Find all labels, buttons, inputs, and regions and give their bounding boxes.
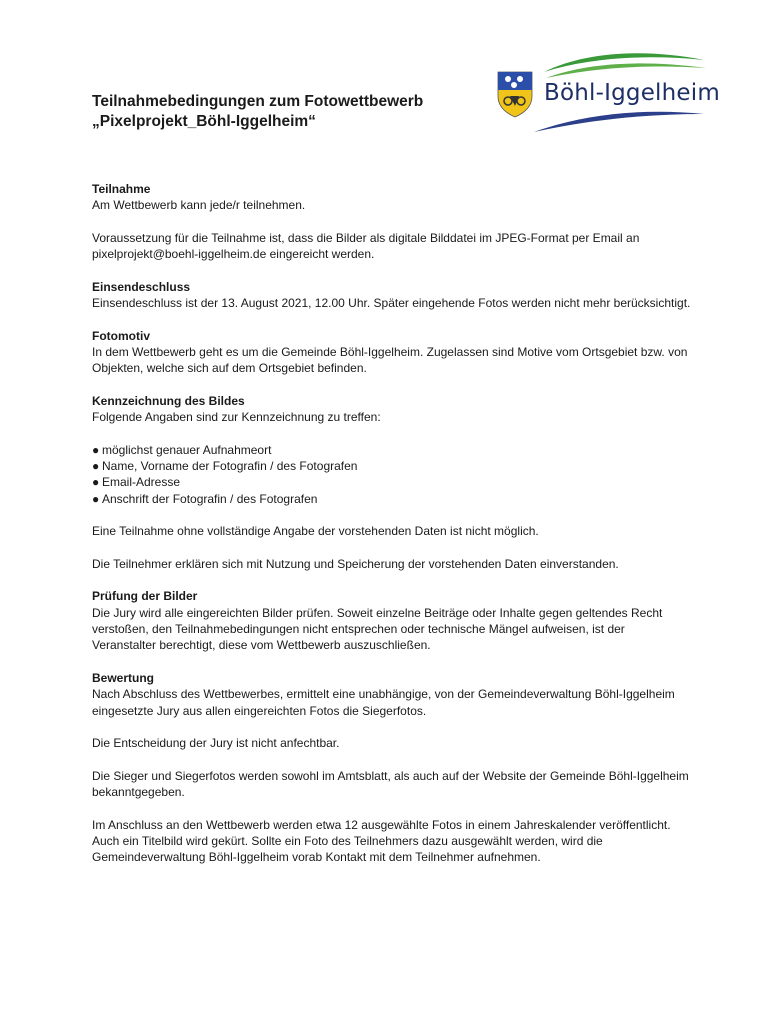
- section-einsendeschluss: [92, 279, 692, 312]
- list-item: [92, 491, 692, 507]
- section-heading: Prüfung der Bilder: [92, 589, 198, 604]
- list-item-text: möglichst genauer Aufnahmeort: [102, 442, 272, 457]
- paragraph: Einsendeschluss ist der 13. August 2021, 12.00 Uhr. Später eingehende Fotos werden nicht mehr berücksichtigt.: [92, 296, 691, 311]
- list-item: [92, 458, 692, 474]
- requirements-list: [92, 442, 692, 507]
- paragraph: Nach Abschluss des Wettbewerbes, ermittelt eine unabhängige, von der Gemeindeverwaltung Böhl-Iggelheim eingesetzte Jury aus allen eingereichten Fotos die Siegerfotos.: [92, 687, 675, 718]
- title-line-1: Teilnahmebedingungen zum Fotowettbewerb: [92, 93, 424, 110]
- list-item-text: Anschrift der Fotografin / des Fotografen: [102, 491, 318, 506]
- paragraph: Die Teilnehmer erklären sich mit Nutzung und Speicherung der vorstehenden Daten einverstanden.: [92, 556, 619, 571]
- section-heading: Kennzeichnung des Bildes: [92, 393, 245, 408]
- section-teilnahme: [92, 181, 692, 214]
- paragraph: Die Sieger und Siegerfotos werden sowohl im Amtsblatt, als auch auf der Website der Gemeinde Böhl-Iggelheim bekanntgegeben.: [92, 768, 689, 799]
- bullet-icon: ●: [92, 442, 100, 457]
- bullet-icon: ●: [92, 459, 100, 474]
- section-kennzeichnung: [92, 393, 692, 426]
- section-heading: Teilnahme: [92, 182, 151, 196]
- paragraph: In dem Wettbewerb geht es um die Gemeinde Böhl-Iggelheim. Zugelassen sind Motive vom Ortsgebiet bzw. von Objekten, welche sich auf dem Ortsgebiet befinden.: [92, 344, 688, 376]
- coat-of-arms-icon: [498, 72, 532, 117]
- paragraph: Eine Teilnahme ohne vollständige Angabe der vorstehenden Daten ist nicht möglich.: [92, 524, 539, 539]
- title-line-2: „Pixelprojekt_Böhl-Iggelheim“: [92, 113, 316, 130]
- section-heading: Einsendeschluss: [92, 279, 191, 294]
- paragraph: Die Jury wird alle eingereichten Bilder prüfen. Soweit einzelne Beiträge oder Inhalte gegen geltendes Recht verstoßen, den Teilnahmebedingungen nicht entsprechen oder technische Mängel aufweisen, ist der Veranstalter berechtigt, diese vom Wettbewerb auszuschließen.: [92, 605, 663, 653]
- green-swoosh-upper: [544, 53, 704, 72]
- document-body: [92, 181, 692, 882]
- green-swoosh-lower: [546, 63, 706, 78]
- paragraph: Am Wettbewerb kann jede/r teilnehmen.: [92, 198, 306, 213]
- paragraph: Die Entscheidung der Jury ist nicht anfechtbar.: [92, 736, 340, 751]
- list-item: [92, 442, 692, 458]
- section-heading: Fotomotiv: [92, 328, 150, 343]
- paragraph: Folgende Angaben sind zur Kennzeichnung zu treffen:: [92, 410, 381, 425]
- section-fotomotiv: [92, 328, 692, 377]
- section-bewertung: [92, 670, 692, 719]
- paragraph: Voraussetzung für die Teilnahme ist, dass die Bilder als digitale Bilddatei im JPEG-Format per Email an pixelprojekt@boehl-iggelheim.de eingereicht werden.: [92, 230, 640, 262]
- list-item-text: Name, Vorname der Fotografin / des Fotografen: [102, 459, 358, 474]
- list-item-text: Email-Adresse: [102, 475, 181, 490]
- paragraph: Im Anschluss an den Wettbewerb werden etwa 12 ausgewählte Fotos in einem Jahreskalender veröffentlicht. Auch ein Titelbild wird gekürt. Sollte ein Foto des Teilnehmers dazu ausgewählt werden, wird die Gemeindeverwaltung Böhl-Iggelheim vorab Kontakt mit dem Teilnehmer aufnehmen.: [92, 817, 671, 865]
- bullet-icon: ●: [92, 475, 100, 490]
- logo-text: Böhl-Iggelheim: [544, 80, 720, 106]
- list-item: [92, 474, 692, 490]
- blue-swoosh: [534, 112, 704, 132]
- bullet-icon: ●: [92, 491, 100, 506]
- section-pruefung: [92, 588, 692, 653]
- municipality-logo: [494, 50, 720, 140]
- page-title: [92, 92, 492, 132]
- section-heading: Bewertung: [92, 670, 155, 685]
